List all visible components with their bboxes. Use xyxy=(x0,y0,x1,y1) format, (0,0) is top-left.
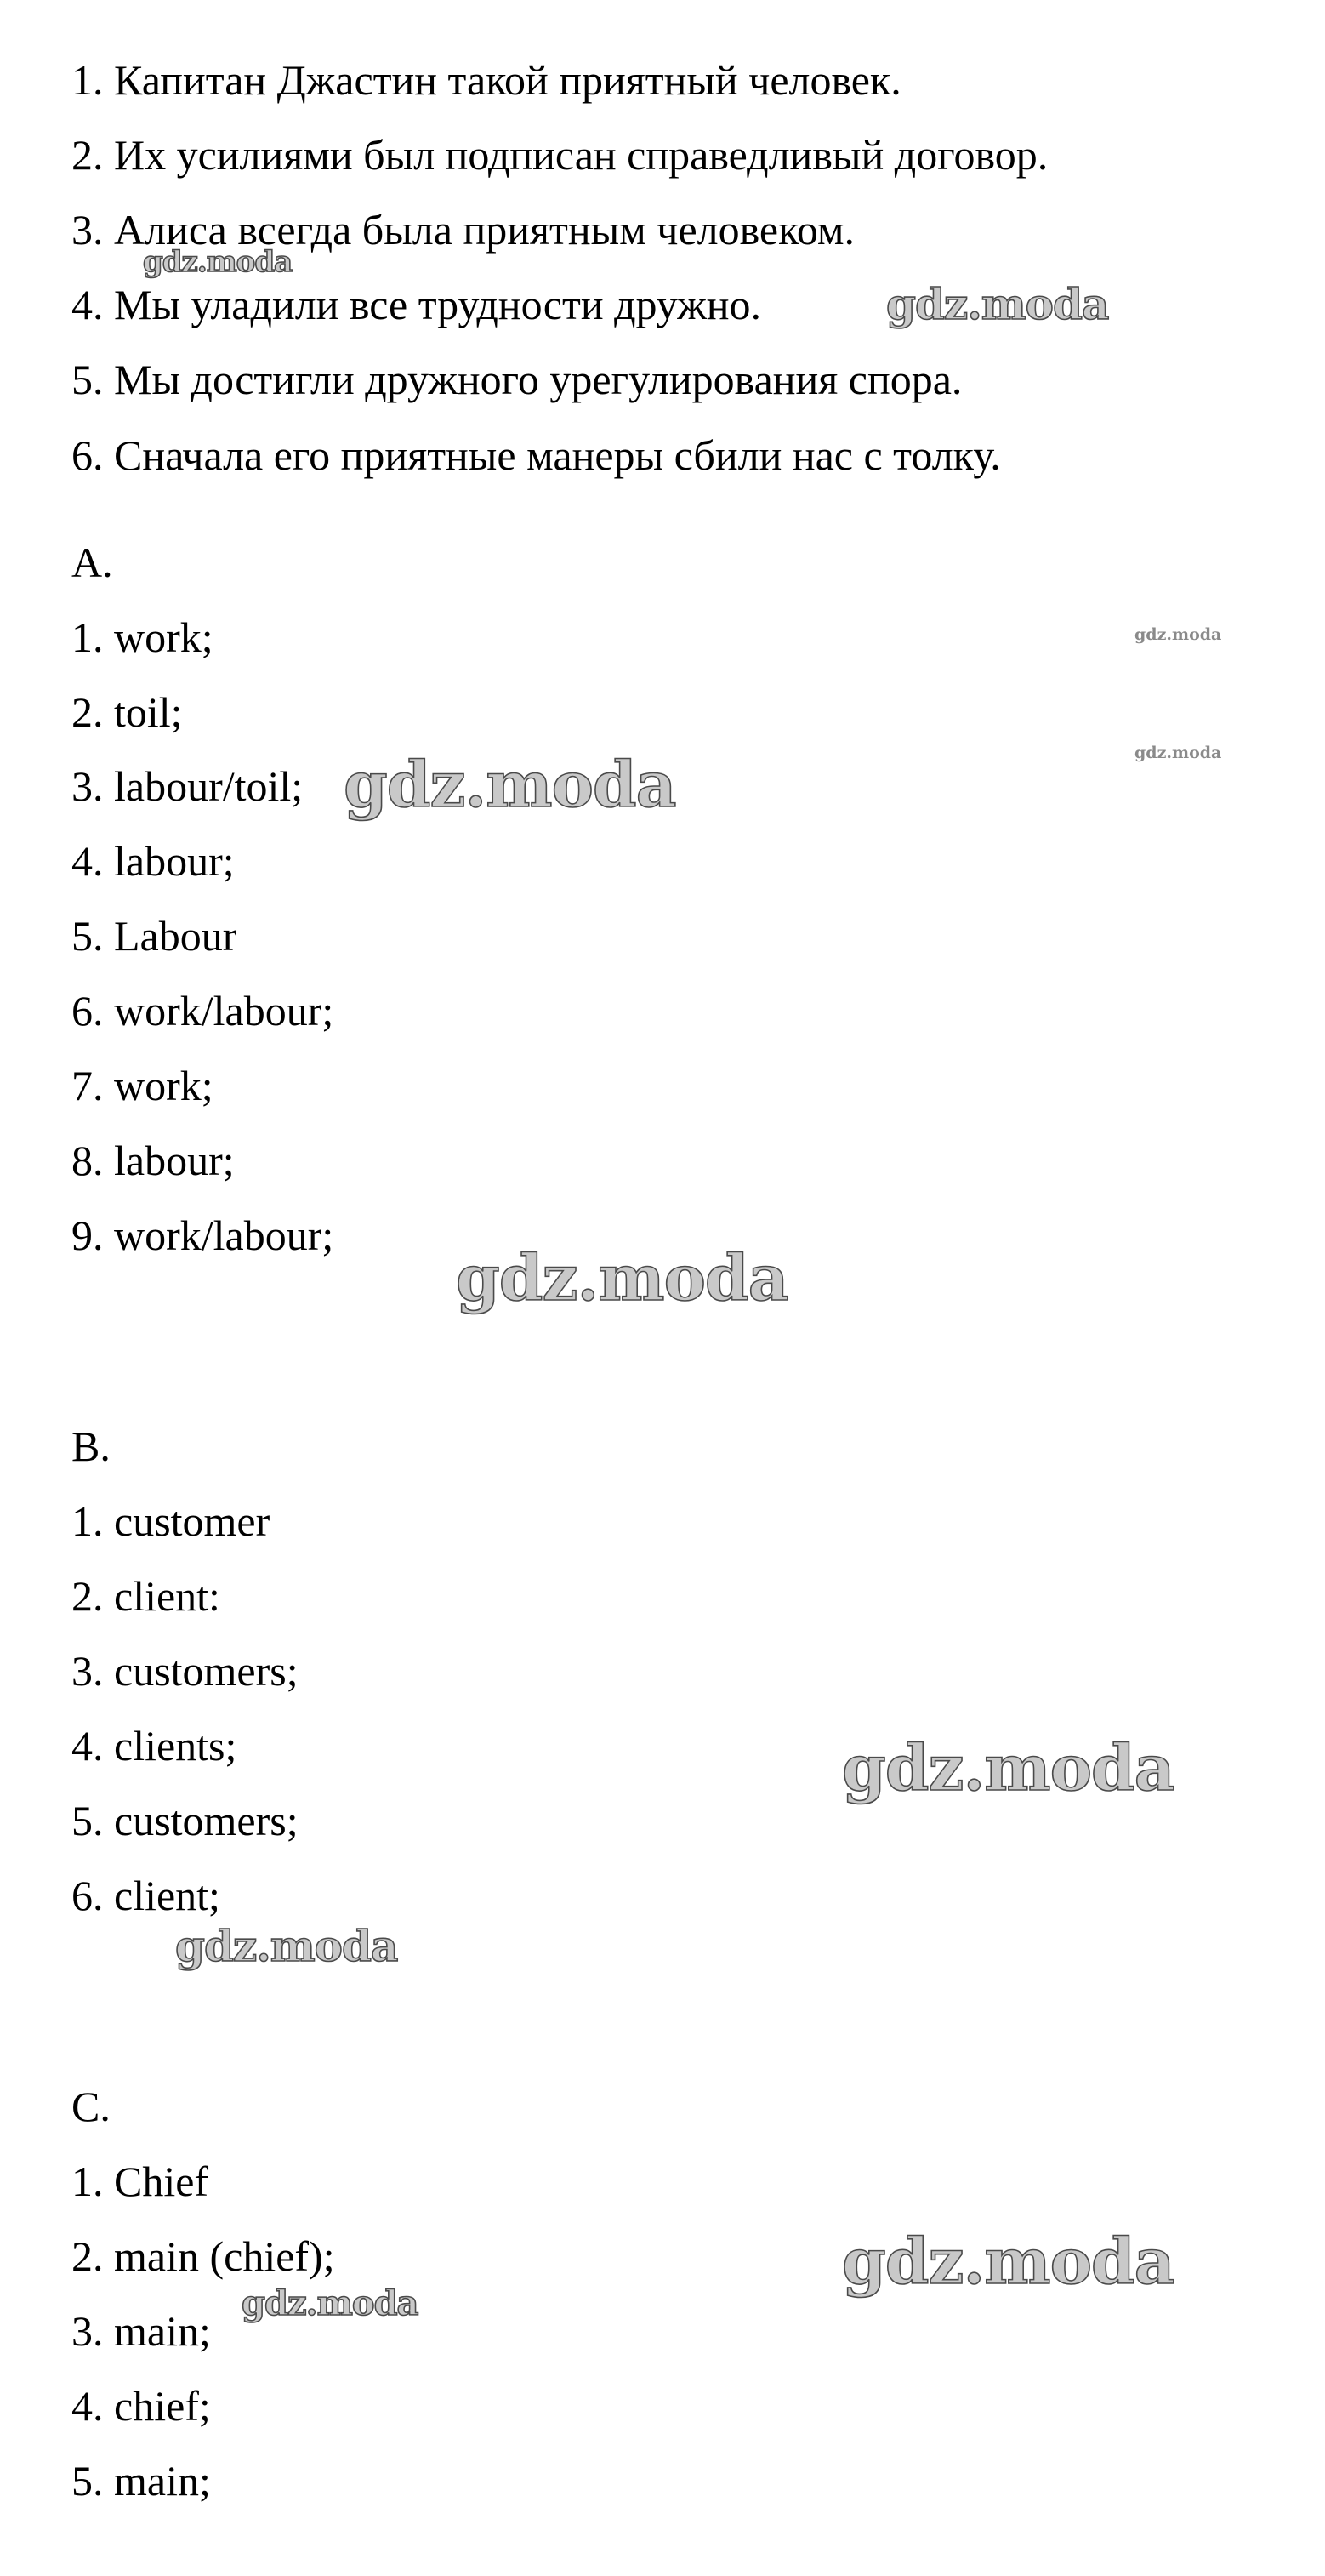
section-a-item: 2. toil; xyxy=(71,688,183,736)
translation-line: 6. Сначала его приятные манеры сбили нас с толку. xyxy=(71,431,1001,479)
section-b-item: 6. client; xyxy=(71,1872,220,1919)
section-b-item: 1. customer xyxy=(71,1497,270,1545)
section-a-item: 3. labour/toil; xyxy=(71,762,304,810)
watermark: gdz.moda xyxy=(143,245,293,279)
section-a-item: 4. labour; xyxy=(71,837,235,885)
section-c-item: 4. chief; xyxy=(71,2382,211,2430)
translation-line: 4. Мы уладили все трудности дружно. xyxy=(71,281,762,328)
section-a-item: 6. work/labour; xyxy=(71,987,334,1034)
watermark: gdz.moda xyxy=(842,1732,1174,1805)
section-c-item: 3. main; xyxy=(71,2307,211,2355)
watermark: gdz.moda xyxy=(242,2283,418,2323)
section-a-item: 9. work/labour; xyxy=(71,1211,334,1259)
translation-line: 5. Мы достигли дружного урегулирования спора. xyxy=(71,356,963,403)
translation-line: 2. Их усилиями был подписан справедливый договор. xyxy=(71,131,1049,179)
translation-line: 1. Капитан Джастин такой приятный человек. xyxy=(71,56,901,104)
section-c-item: 1. Chief xyxy=(71,2157,209,2205)
section-b-item: 2. client: xyxy=(71,1572,220,1620)
section-a-item: 1. work; xyxy=(71,613,213,661)
section-b-item: 5. customers; xyxy=(71,1797,299,1844)
watermark: gdz.moda xyxy=(842,2226,1174,2299)
section-a-item: 8. labour; xyxy=(71,1137,235,1184)
watermark: gdz.moda xyxy=(1134,625,1222,644)
section-a-heading: A. xyxy=(71,539,113,586)
section-b-item: 4. clients; xyxy=(71,1722,237,1770)
section-c-heading: C. xyxy=(71,2083,111,2130)
section-a-item: 5. Labour xyxy=(71,912,237,960)
watermark: gdz.moda xyxy=(886,279,1109,329)
watermark: gdz.moda xyxy=(456,1242,788,1315)
section-b-heading: B. xyxy=(71,1422,111,1470)
watermark: gdz.moda xyxy=(1134,744,1222,762)
section-b-item: 3. customers; xyxy=(71,1647,299,1695)
section-a-item: 7. work; xyxy=(71,1062,213,1109)
watermark: gdz.moda xyxy=(175,1921,398,1971)
translation-line: 3. Алиса всегда была приятным человеком. xyxy=(71,206,856,254)
section-c-item: 5. main; xyxy=(71,2457,211,2505)
watermark: gdz.moda xyxy=(344,749,676,822)
section-c-item: 2. main (chief); xyxy=(71,2232,335,2280)
